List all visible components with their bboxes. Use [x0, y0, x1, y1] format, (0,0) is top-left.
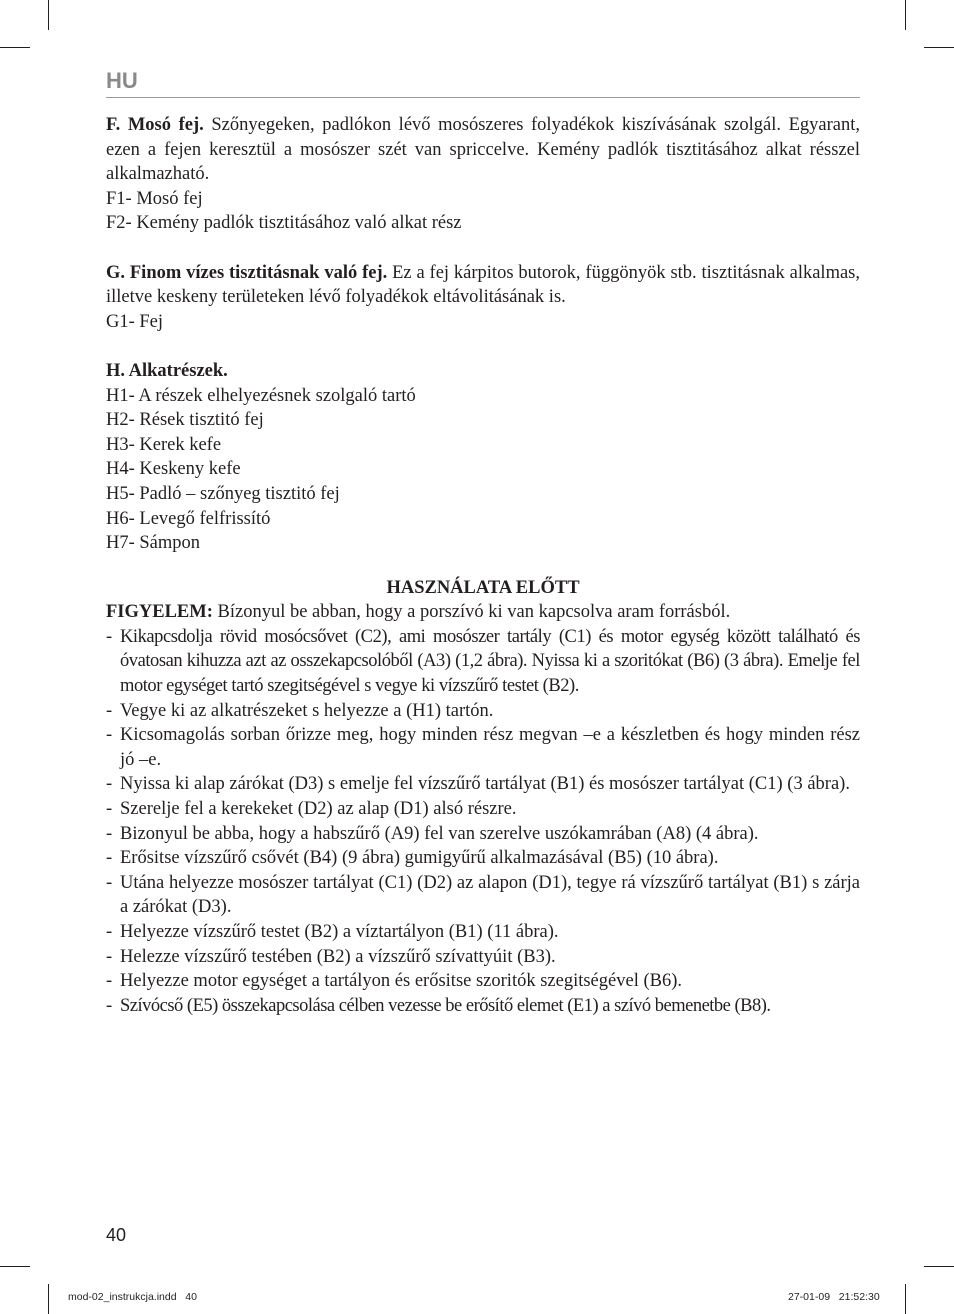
list-item: H4- Keskeny kefe — [106, 459, 241, 480]
section-f-title: F. Mosó fej. — [106, 115, 204, 135]
section-h-title: H. Alkatrészek. — [106, 360, 228, 381]
section-g-title: G. Finom vízes tisztitásnak való fej. — [106, 262, 388, 283]
bullet-item: - Bizonyul be abba, hogy a habszűrő (A9) fel van szerelve uszókamrában (A8) (4 ábra). — [106, 822, 860, 847]
crop-mark — [905, 1284, 906, 1314]
bullet-item: - Szívócső (E5) összekapcsolása célben vezesse be erősítő elemet (E1) a szívó bemenetbe (B8). — [106, 994, 860, 1019]
bullet-dash: - — [106, 922, 113, 942]
bullet-dash: - — [106, 995, 112, 1016]
list-item: F1- Mosó fej — [106, 188, 203, 209]
bullet-item: - Utána helyezze mosószer tartályat (C1) (D2) az alapon (D1), tegye rá vízszűrő tartályat (B1) s zárja a zárókat (D3). — [106, 872, 860, 918]
crop-mark — [924, 1266, 954, 1267]
crop-mark — [0, 1266, 30, 1267]
bullet-dash: - — [106, 799, 113, 820]
section-f-paragraph — [106, 113, 860, 187]
list-item: H7- Sámpon — [106, 533, 201, 554]
bullet-dash: - — [106, 626, 112, 647]
bullet-item: - Erősitse vízszűrő csővét (B4) (9 ábra) gumigyűrű alkalmazásával (B5) (10 ábra). — [106, 846, 860, 871]
section-g-text: Ez a fej kárpitos butorok, függönyök stb. tisztitásnak alkalmas, illetve keskeny területeken lévő folyadékok eltávolitásának is. — [106, 262, 860, 308]
before-use-heading: HASZNÁLATA ELŐTT — [386, 577, 580, 598]
warning-paragraph — [106, 600, 860, 625]
warning-text: Bízonyul be abban, hogy a porszívó ki van kapcsolva aram forrásból. — [212, 602, 731, 623]
list-item: H1- A részek elhelyezésnek szolgaló tartó — [106, 385, 416, 406]
bullet-item: - Vegye ki az alkatrészeket s helyezze a (H1) tartón. — [106, 699, 860, 724]
page-number: 40 — [106, 1225, 127, 1245]
bullet-dash: - — [106, 872, 113, 893]
crop-mark — [48, 1284, 49, 1314]
bullet-item: - Kicsomagolás sorban őrizze meg, hogy minden rész megvan –e a készletben és hogy minden rész jó –e. — [106, 725, 860, 770]
bullet-dash: - — [106, 823, 113, 844]
crop-mark — [0, 47, 30, 48]
list-item: H2- Rések tisztitó fej — [106, 410, 264, 431]
list-item: H6- Levegő felfrissító — [106, 508, 271, 529]
bullet-item: - Szerelje fel a kerekeket (D2) az alap (D1) alsó részre. — [106, 797, 860, 822]
warning-label: FIGYELEM: — [106, 602, 213, 623]
bullet-dash: - — [106, 700, 113, 721]
crop-mark — [905, 0, 906, 30]
timestamp-slug: 27-01-09 21:52:30 — [788, 1291, 880, 1303]
section-f-text: Szőnyegeken, padlókon lévő mosószeres folyadékok kiszívásának szolgál. Egyarant, ezen a fejen keresztül a mosószer szét van spriccelve. Kemény padlók tisztitásához alkat résszel alkalmazható. — [106, 115, 861, 185]
page-content — [106, 113, 860, 1018]
bullet-item: - Helezze vízszűrő testében (B2) a vízszűrő szívattyúit (B3). — [106, 945, 860, 970]
bullet-dash: - — [106, 946, 113, 967]
bullet-dash: - — [106, 971, 113, 992]
language-label: HU — [106, 68, 138, 93]
crop-mark — [924, 47, 954, 48]
bullet-dash: - — [106, 725, 113, 746]
section-g-paragraph — [106, 261, 860, 310]
list-item: H5- Padló – szőnyeg tisztitó fej — [106, 483, 340, 504]
list-item: F2- Kemény padlók tisztitásához való alkat rész — [106, 213, 462, 234]
bullet-item: - Helyezze motor egységet a tartályon és erősitse szoritók szegitségével (B6). — [106, 969, 860, 994]
bullet-dash: - — [106, 848, 113, 869]
crop-mark — [48, 0, 49, 30]
bullet-dash: - — [106, 774, 113, 795]
bullet-item: - Kikapcsdolja rövid mosócsővet (C2), ami mosószer tartály (C1) és motor egység között található és óvatosan kihuzza azt az osszekapcsolóből (A3) (1,2 ábra). Nyissa ki a szoritókat (B6) (3 ábra). Emelje fel motor egységet tartó szegitségével s vegye ki vízszűrő testet (B2). — [106, 626, 860, 697]
file-slug: mod-02_instrukcja.indd 40 — [68, 1291, 197, 1303]
list-item: G1- Fej — [106, 311, 164, 332]
bullet-item: - Helyezze vízszűrő testet (B2) a víztartályon (B1) (11 ábra). — [106, 920, 860, 945]
bullet-item: - Nyissa ki alap zárókat (D3) s emelje fel vízszűrő tartályat (B1) és mosószer tartályat (C1) (3 ábra). — [106, 772, 860, 797]
header-rule — [106, 97, 860, 98]
list-item: H3- Kerek kefe — [106, 434, 222, 455]
